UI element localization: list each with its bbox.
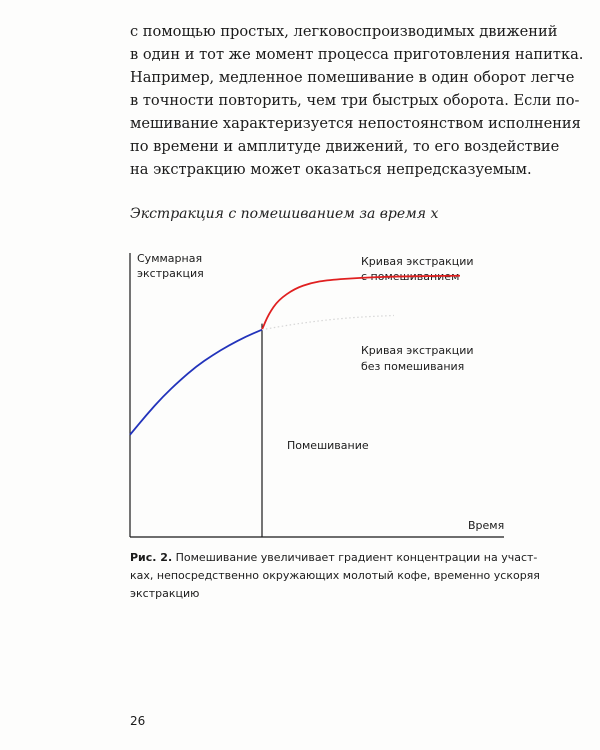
series-label-stirred: Кривая экстракции [361,255,474,268]
series-label-unstirred: Кривая экстракции [361,344,474,357]
x-axis-label: Время [468,519,505,532]
body-line: в точности повторить, чем три быстрых оборота. Если по- [130,92,580,109]
body-line: на экстракцию может оказаться непредсказуемым. [130,161,532,178]
y-axis-label: Суммарная [137,252,203,265]
series-line-unstirred [262,315,394,329]
caption-text: Помешивание увеличивает градиент концентрации на участ- [172,551,538,564]
body-line: Например, медленное помешивание в один оборот легче [130,69,575,86]
series-line-stirred [262,276,460,330]
y-axis-label: экстракция [137,267,204,280]
series-label-stirred: с помешиванием [361,270,460,283]
body-line: по времени и амплитуде движений, то его воздействие [130,138,560,155]
caption-label: Рис. 2. [130,551,173,564]
series-label-unstirred: без помешивания [361,360,465,373]
stir-label: Помешивание [287,439,369,452]
series-line-before-stirring [130,330,262,435]
body-line: с помощью простых, легковоспроизводимых движений [130,23,558,40]
caption-line: ках, непосредственно окружающих молотый кофе, временно ускоряя [130,569,540,582]
body-line: мешивание характеризуется непостоянством исполнения [130,115,581,132]
page-number: 26 [130,714,146,728]
figure-title: Экстракция с помешиванием за время x [130,206,439,222]
figure-caption [130,549,540,603]
caption-line [130,549,538,567]
body-line: в один и тот же момент процесса приготовления напитка. [130,46,584,63]
caption-line: экстракцию [130,587,200,600]
